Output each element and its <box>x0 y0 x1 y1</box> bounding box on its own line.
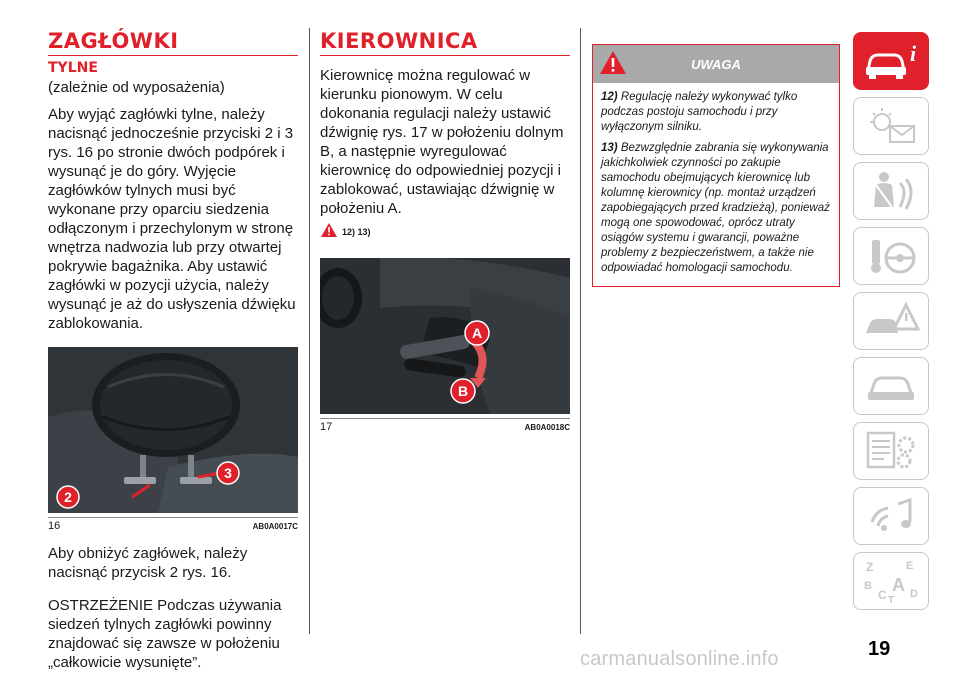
headrest-figure <box>48 347 298 513</box>
warning-text: OSTRZEŻENIE Podczas używania siedzeń tylnych zagłówki powinny znajdować się zawsze w położeniu „całkowicie wysunięte”. <box>48 597 282 671</box>
tab-starting-driving[interactable] <box>853 227 929 285</box>
svg-text:C: C <box>878 588 887 602</box>
steering-illustration <box>320 258 570 414</box>
warning-triangle-icon <box>599 50 627 75</box>
warning-lights-icon <box>860 102 922 150</box>
headrest-illustration <box>48 347 298 513</box>
svg-text:i: i <box>910 41 917 66</box>
callout-a <box>464 320 490 346</box>
heading-rule <box>320 55 570 56</box>
index-letters-icon <box>860 557 922 605</box>
tab-index[interactable] <box>853 552 929 610</box>
svg-text:A: A <box>892 575 905 595</box>
multimedia-icon <box>860 492 922 540</box>
warning-notes <box>593 83 839 286</box>
callout-2 <box>56 485 80 509</box>
note-number: 12) <box>601 91 618 103</box>
warning-note-12 <box>601 90 831 135</box>
page-number: 19 <box>868 638 891 660</box>
warning-reference <box>320 222 570 244</box>
tab-safety[interactable] <box>853 162 929 220</box>
column-divider <box>580 28 581 634</box>
tab-maintenance[interactable] <box>853 357 929 415</box>
tab-technical-data[interactable] <box>853 422 929 480</box>
svg-text:E: E <box>906 560 914 572</box>
section-heading-headrests: ZAGŁÓWKI <box>48 29 179 53</box>
lower-headrest-text: Aby obniżyć zagłówek, należy nacisnąć przycisk 2 rys. 16. <box>48 545 248 581</box>
warning-header <box>593 45 839 83</box>
section-heading-steering: KIEROWNICA <box>320 29 478 53</box>
note-number: 13) <box>601 142 618 154</box>
svg-text:A: A <box>471 325 483 341</box>
column-headrests <box>48 30 298 672</box>
warning-refs: 12) 13) <box>342 227 371 237</box>
warning-box <box>592 44 840 287</box>
headrest-removal-text: Aby wyjąć zagłówki tylne, należy nacisnąć jednocześnie przyciski 2 i 3 rys. 16 po stronie dwóch podpórek i wysunąć je do góry. Wyjęcie zagłówków tylnych musi być wykonane przy oparciu siedzenia odłączonym i przechylonym w stronę wnętrza nadwozia lub przy otwartej pokrywie bagażnika. Aby ustawić zagłówki w pozycji użycia, należy wysunąć je aż do usłyszenia dźwięku zablokowania. <box>48 106 296 332</box>
svg-text:Z: Z <box>866 560 874 574</box>
technical-data-icon <box>860 427 922 475</box>
tab-emergency[interactable] <box>853 292 929 350</box>
key-steering-wheel-icon <box>860 232 922 280</box>
callout-3 <box>216 461 240 485</box>
subheading-rear: TYLNE <box>48 60 98 76</box>
tab-warning-lights[interactable] <box>853 97 929 155</box>
column-warning <box>592 44 840 287</box>
watermark: carmanualsonline.info <box>580 648 779 670</box>
note-text: Bezwzględnie zabrania się wykonywania jakichkolwiek czynności po zakupie samochodu obejmujących kierownicę lub kolumnę kierownicy (np. montaż urządzeń zapobiegających przed kradzieżą), ponieważ mogą one spowodować, oprócz utraty osiągów systemu i gwarancji, poważne problemy z bezpieczeństwem, a także nie odpowiadać homologacji samochodu. <box>601 142 830 274</box>
callout-b <box>450 378 476 404</box>
note-text: Regulację należy wykonywać tylko podczas postoju samochodu i przy wyłączonym silniku. <box>601 91 798 133</box>
svg-text:T: T <box>888 595 895 605</box>
steering-adjust-text: Kierownicę można regulować w kierunku pionowym. W celu dokonania regulacji należy ustawić dźwignię rys. 17 w położeniu dolnym B, a następnie wyregulować kierownicę do odpowiedniej pozycji i zablokować, ustawiając dźwignię w położeniu A. <box>320 67 564 217</box>
column-divider <box>309 28 310 634</box>
figure-number: 16 <box>48 520 61 532</box>
warning-note-13 <box>601 141 831 276</box>
svg-text:B: B <box>864 580 872 592</box>
seatbelt-safety-icon <box>860 167 922 215</box>
car-info-icon <box>860 37 922 85</box>
figure-caption-16 <box>48 517 298 532</box>
warning-triangle-icon <box>320 222 338 238</box>
tab-car-info[interactable] <box>853 32 929 90</box>
tab-multimedia[interactable] <box>853 487 929 545</box>
heading-rule <box>48 55 298 56</box>
svg-text:B: B <box>457 383 469 399</box>
chapter-tabs <box>853 32 929 617</box>
svg-text:3: 3 <box>224 465 232 481</box>
figure-code: AB0A0017C <box>252 522 298 531</box>
equipment-note: (zależnie od wyposażenia) <box>48 79 225 96</box>
figure-code: AB0A0018C <box>524 423 570 432</box>
warning-title: UWAGA <box>691 56 741 72</box>
svg-text:2: 2 <box>64 489 72 505</box>
svg-text:D: D <box>910 588 918 600</box>
steering-figure <box>320 258 570 414</box>
car-maintenance-icon <box>860 362 922 410</box>
column-steering <box>320 30 570 433</box>
figure-caption-17 <box>320 418 570 433</box>
breakdown-icon <box>860 297 922 345</box>
figure-number: 17 <box>320 421 333 433</box>
